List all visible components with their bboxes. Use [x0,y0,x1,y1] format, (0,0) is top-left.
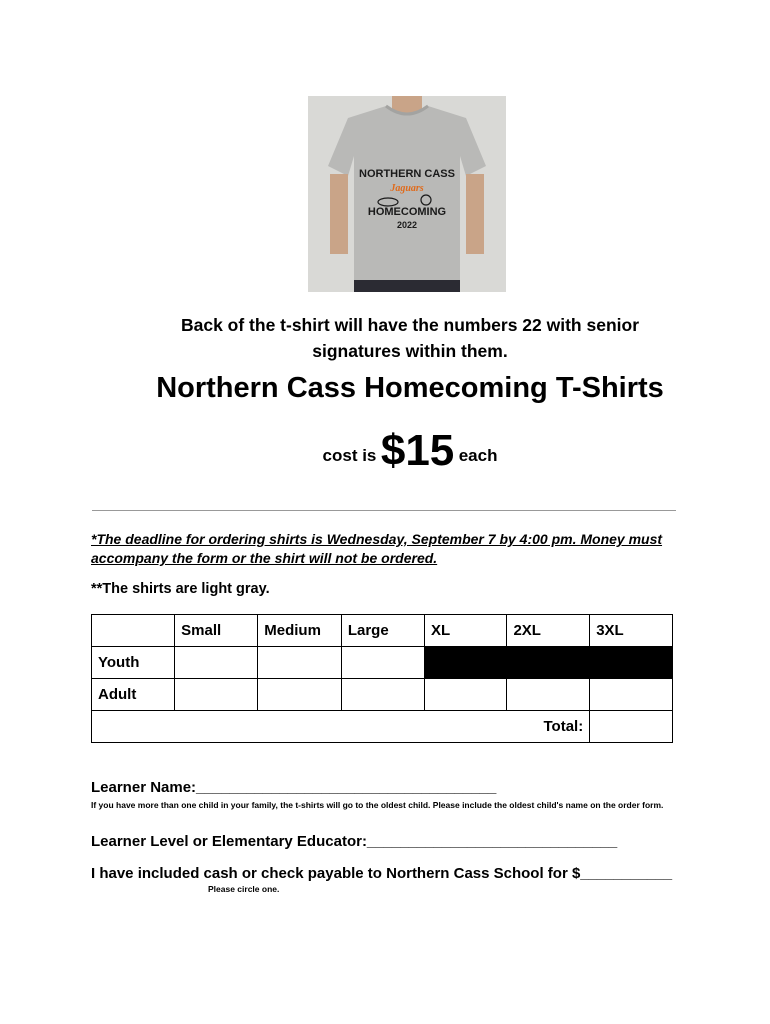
shirt-text-line3: HOMECOMING [367,206,447,218]
divider [92,510,676,511]
adult-xl-cell[interactable] [424,679,507,711]
table-header-large: Large [341,615,424,647]
learner-name-field[interactable]: Learner Name:____________________________________ [91,779,497,796]
size-order-table [91,614,673,743]
table-total-row [92,711,673,743]
shirt-text-line4: 2022 [396,220,418,230]
table-header-row [92,615,673,647]
youth-xl-blocked-cell [424,647,507,679]
price: $15 [380,426,455,475]
back-of-shirt-note [60,312,760,364]
row-label-youth: Youth [92,647,175,679]
total-label: Total: [92,711,590,743]
youth-medium-cell[interactable] [258,647,342,679]
table-header-empty [92,615,175,647]
payment-field[interactable]: I have included cash or check payable to Northern Cass School for $___________ [91,865,673,882]
learner-level-field[interactable]: Learner Level or Elementary Educator:______________________________ [91,833,618,850]
youth-small-cell[interactable] [175,647,258,679]
adult-2xl-cell[interactable] [507,679,590,711]
cost-line [60,426,760,476]
circle-note: Please circle one. [208,884,280,894]
adult-large-cell[interactable] [341,679,424,711]
youth-3xl-blocked-cell [590,647,673,679]
deadline-note: *The deadline for ordering shirts is Wednesday, September 7 by 4:00 pm. Money must accompany the form or the shirt will not be ordered. [91,531,663,566]
table-header-xl: XL [424,615,507,647]
table-header-3xl: 3XL [590,615,673,647]
table-header-small: Small [175,615,258,647]
adult-medium-cell[interactable] [258,679,342,711]
table-row [92,679,673,711]
youth-large-cell[interactable] [341,647,424,679]
shirt-text-line2: Jaguars [390,183,424,194]
adult-small-cell[interactable] [175,679,258,711]
learner-note: If you have more than one child in your family, the t-shirts will go to the oldest child. Please include the oldest child's name on the order form. [91,800,664,810]
table-header-medium: Medium [258,615,342,647]
table-header-2xl: 2XL [507,615,590,647]
cost-prefix: cost is [322,446,377,465]
table-row [92,647,673,679]
total-cell[interactable] [590,711,673,743]
back-note-line2: signatures within them. [312,341,508,361]
tshirt-photo [308,96,506,292]
shirt-color-note: **The shirts are light gray. [91,581,270,597]
back-note-line1: Back of the t-shirt will have the numbers 22 with senior [180,315,640,335]
adult-3xl-cell[interactable] [590,679,673,711]
youth-2xl-blocked-cell [507,647,590,679]
cost-suffix: each [458,446,498,465]
row-label-adult: Adult [92,679,175,711]
page-title: Northern Cass Homecoming T-Shirts [156,372,664,404]
shirt-text-line1: NORTHERN CASS [359,168,455,180]
